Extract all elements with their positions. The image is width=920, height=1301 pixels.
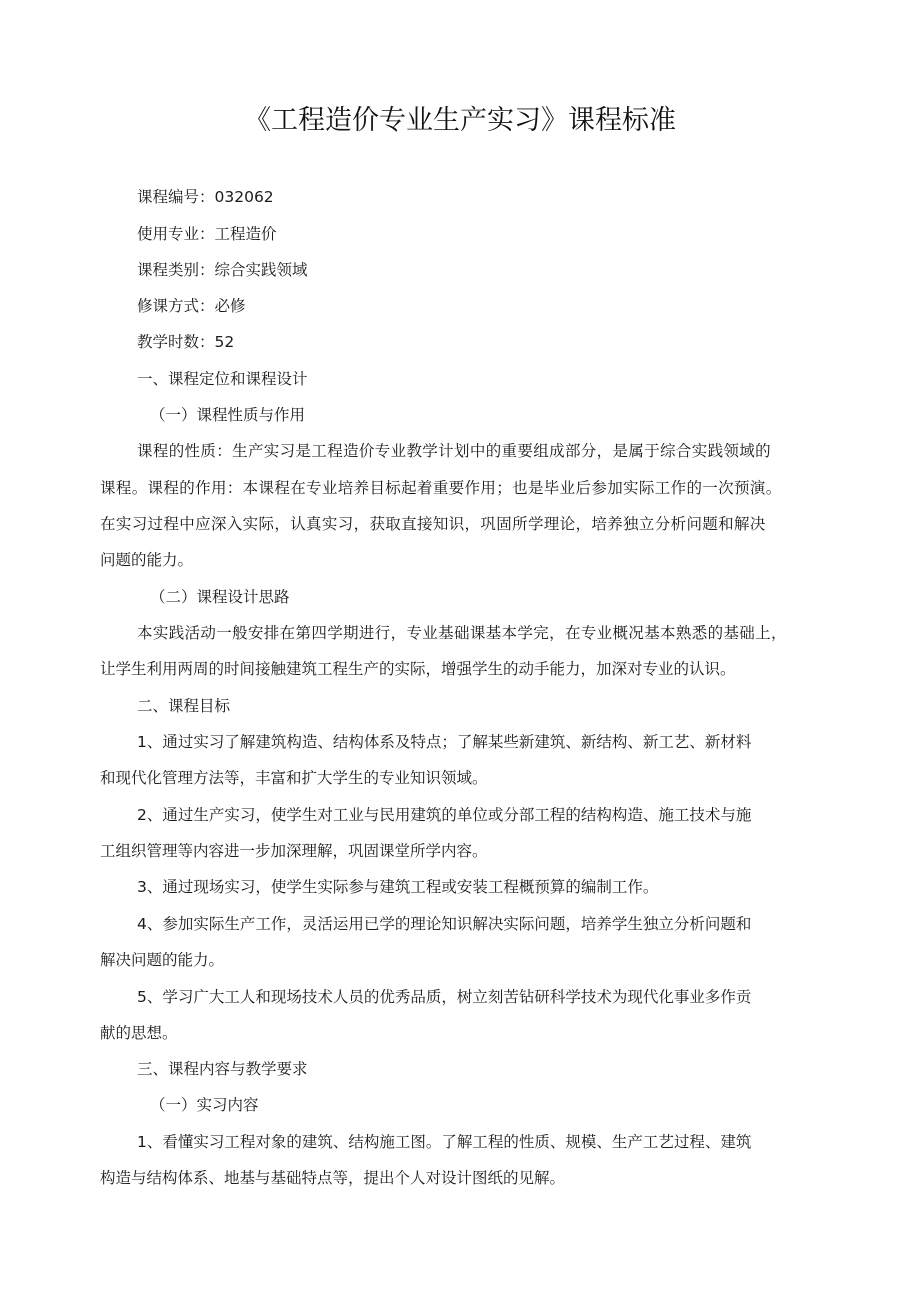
goal-item-2-cont: 工组织管理等内容进一步加深理解，巩固课堂所学内容。: [100, 842, 488, 860]
subsection-1-2-heading: （二）课程设计思路: [150, 588, 290, 606]
paragraph-line: 在实习过程中应深入实际，认真实习，获取直接知识，巩固所学理论，培养独立分析问题和解决: [100, 515, 766, 533]
subsection-3-1-heading: （一）实习内容: [150, 1096, 259, 1114]
goal-item-1-cont: 和现代化管理方法等，丰富和扩大学生的专业知识领域。: [100, 769, 488, 787]
paragraph-line: 本实践活动一般安排在第四学期进行，专业基础课基本学完，在专业概况基本熟悉的基础上，: [137, 624, 787, 642]
goal-item-4-cont: 解决问题的能力。: [100, 951, 225, 969]
document-title: 《工程造价专业生产实习》课程标准: [244, 105, 676, 136]
section-2-heading: 二、课程目标: [137, 697, 231, 715]
content-item-1-cont: 构造与结构体系、地基与基础特点等，提出个人对设计图纸的见解。: [100, 1169, 566, 1187]
goal-item-5-cont: 献的思想。: [100, 1024, 178, 1042]
content-item-1: 1、看懂实习工程对象的建筑、结构施工图。了解工程的性质、规模、生产工艺过程、建筑: [137, 1133, 752, 1151]
applicable-major: 使用专业：工程造价: [137, 225, 277, 243]
goal-item-3: 3、通过现场实习，使学生实际参与建筑工程或安装工程概预算的编制工作。: [137, 878, 659, 896]
goal-item-5: 5、学习广大工人和现场技术人员的优秀品质，树立刻苦钻研科学技术为现代化事业多作贡: [137, 988, 752, 1006]
course-code: 课程编号：032062: [137, 188, 274, 206]
section-3-heading: 三、课程内容与教学要求: [137, 1060, 308, 1078]
goal-item-4: 4、参加实际生产工作，灵活运用已学的理论知识解决实际问题，培养学生独立分析问题和: [137, 915, 752, 933]
study-mode: 修课方式：必修: [137, 297, 246, 315]
teaching-hours: 教学时数：52: [137, 333, 235, 351]
paragraph-line: 课程的性质：生产实习是工程造价专业教学计划中的重要组成部分，是属于综合实践领域的: [137, 442, 772, 460]
course-category: 课程类别：综合实践领域: [137, 261, 308, 279]
goal-item-2: 2、通过生产实习，使学生对工业与民用建筑的单位或分部工程的结构构造、施工技术与施: [137, 806, 752, 824]
paragraph-line: 课程。课程的作用：本课程在专业培养目标起着重要作用；也是毕业后参加实际工作的一次预演。: [100, 479, 782, 497]
paragraph-line: 问题的能力。: [100, 551, 194, 569]
goal-item-1: 1、通过实习了解建筑构造、结构体系及特点；了解某些新建筑、新结构、新工艺、新材料: [137, 733, 752, 751]
section-1-heading: 一、课程定位和课程设计: [137, 370, 308, 388]
subsection-1-1-heading: （一）课程性质与作用: [150, 406, 306, 424]
paragraph-line: 让学生利用两周的时间接触建筑工程生产的实际，增强学生的动手能力，加深对专业的认识。: [100, 660, 736, 678]
